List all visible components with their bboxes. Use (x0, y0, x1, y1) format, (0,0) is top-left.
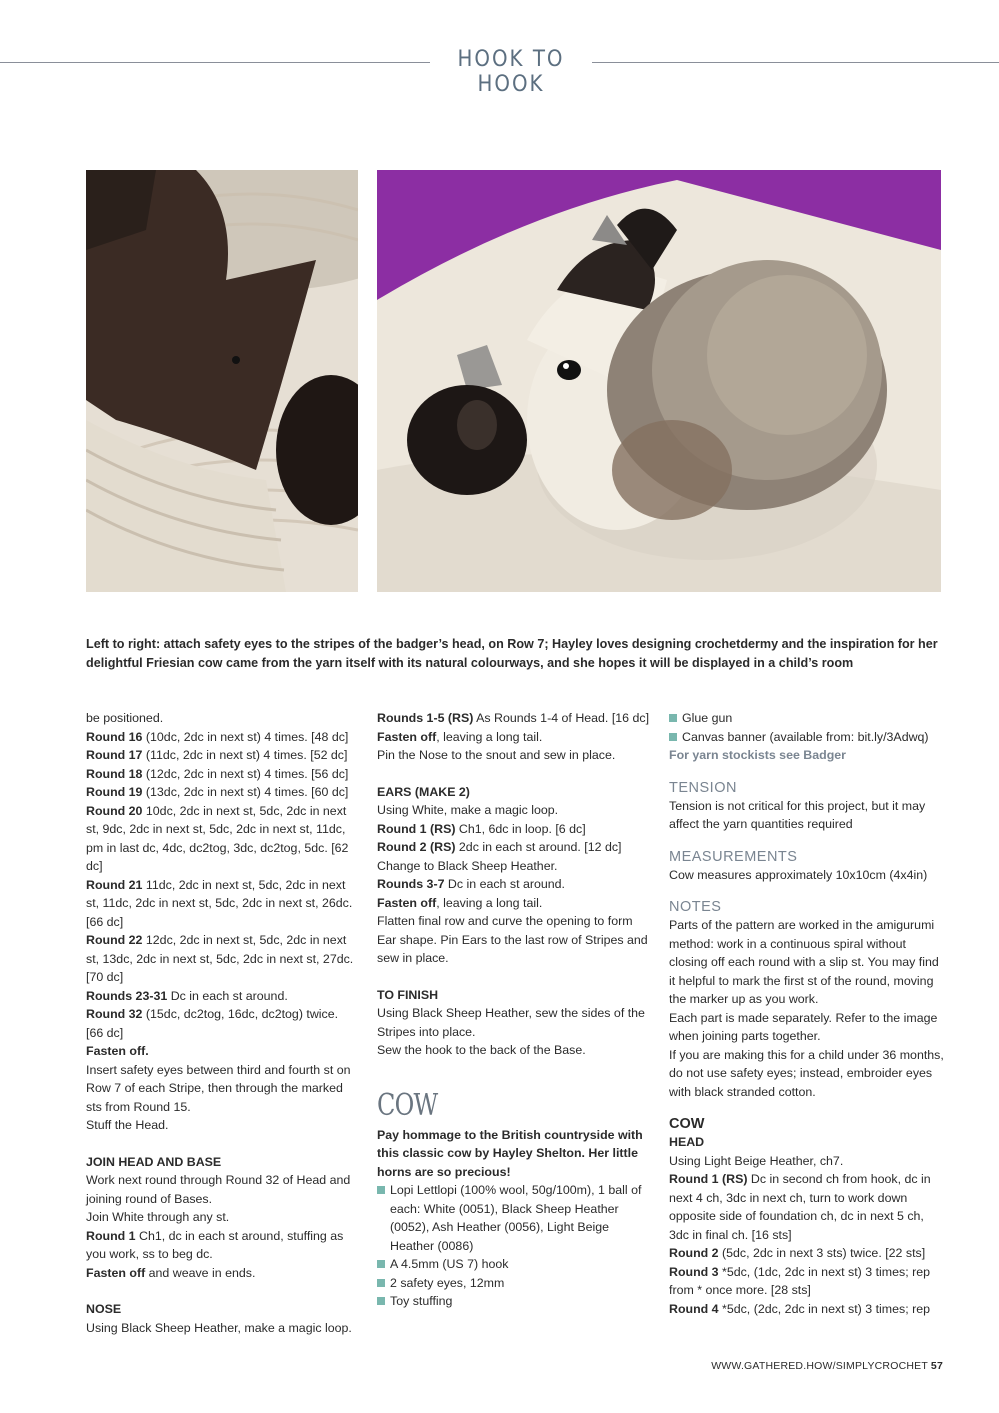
nose-fasten-off: Fasten off, leaving a long tail. (377, 729, 543, 744)
cow-heading: COW (669, 1116, 705, 1132)
nose-rounds-1-5: Rounds 1-5 (RS) As Rounds 1-4 of Head. [16 dc] (377, 711, 650, 725)
continued-text: be positioned. (86, 711, 164, 725)
head-round-1: Round 1 (RS) Dc in second ch from hook, dc in next 4 ch, 3dc in next ch, turn to work down opposite side of foundation ch, dc in next 5 ch, 3dc in final ch. [16 sts] (669, 1172, 931, 1242)
round-32: Round 32 (15dc, dc2tog, 16dc, dc2tog) twice. [66 dc] (86, 1007, 339, 1040)
photo-caption: Left to right: attach safety eyes to the stripes of the badger’s head, on Row 7; Hayley loves designing crochetdermy and the inspiration for her delightful Friesian cow came from the yarn itself with its natural colourways, and she hopes it will be displayed in a child’s room (86, 637, 938, 670)
to-finish-heading: TO FINISH (377, 987, 439, 1002)
tension-heading: TENSION (669, 779, 737, 796)
header-rule-right (592, 62, 999, 63)
material-item: A 4.5mm (US 7) hook (377, 1255, 651, 1274)
header-rule-left (0, 62, 430, 63)
round-17: Round 17 (11dc, 2dc in next st) 4 times. [52 dc] (86, 748, 348, 762)
stuff-head-text: Stuff the Head. (86, 1118, 169, 1132)
head-round-3: Round 3 *5dc, (1dc, 2dc in next st) 3 times; rep from * once more. [28 sts] (669, 1264, 930, 1297)
ears-fasten-off: Fasten off, leaving a long tail. (377, 895, 543, 910)
ears-heading: EARS (MAKE 2) (377, 784, 470, 799)
join-line-2: Join White through any st. (86, 1210, 230, 1224)
round-20: Round 20 10dc, 2dc in next st, 5dc, 2dc in next st, 9dc, 2dc in next st, 5dc, 2dc in next st, 11dc, pm in last dc, 4dc, dc2tog, 3dc, dc2tog, 5dc. [62 dc] (86, 803, 349, 873)
notes-paragraph-3: If you are making this for a child under 36 months, do not use safety eyes; instead, embroider eyes with black stranded cotton. (669, 1047, 944, 1099)
fasten-off: Fasten off. (86, 1044, 149, 1058)
round-19: Round 19 (13dc, 2dc in next st) 4 times. [60 dc] (86, 785, 349, 799)
page-number: 57 (930, 1360, 943, 1372)
round-16: Round 16 (10dc, 2dc in next st) 4 times. [48 dc] (86, 729, 349, 744)
bullet-square-icon (377, 1260, 385, 1268)
tension-text: Tension is not critical for this project, but it may affect the yarn quantities required (669, 798, 926, 831)
finish-line-1: Using Black Sheep Heather, sew the sides of the Stripes into place. (377, 1006, 645, 1039)
bullet-square-icon (377, 1186, 385, 1194)
round-22: Round 22 12dc, 2dc in next st, 5dc, 2dc in next st, 13dc, 2dc in next st, 5dc, 2dc in next st, 27dc. [70 dc] (86, 933, 354, 984)
notes-paragraph-2: Each part is made separately. Refer to the image when joining parts together. (669, 1010, 938, 1043)
finish-line-2: Sew the hook to the back of the Base. (377, 1043, 586, 1057)
material-item: Canvas banner (available from: bit.ly/3Adwq) (669, 728, 945, 747)
notes-paragraph-1: Parts of the pattern are worked in the amigurumi method: work in a continuous spiral without closing off each round with a slip st. You may find it helpful to mark the first st of the round, moving the marker up as you work. (669, 918, 939, 1006)
measurements-heading: MEASUREMENTS (669, 848, 798, 865)
join-line-1: Work next round through Round 32 of Head and joining round of Bases. (86, 1173, 351, 1206)
head-round-2: Round 2 (5dc, 2dc in next 3 sts) twice. [22 sts] (669, 1246, 926, 1260)
bullet-square-icon (669, 733, 677, 741)
column-3 (669, 709, 945, 1318)
head-round-4: Round 4 *5dc, (2dc, 2dc in next st) 3 times; rep (669, 1301, 930, 1316)
ears-line-1: Using White, make a magic loop. (377, 803, 559, 817)
rounds-23-31: Rounds 23-31 Dc in each st around. (86, 988, 288, 1003)
measurements-text: Cow measures approximately 10x10cm (4x4in) (669, 867, 928, 882)
footer-url[interactable]: WWW.GATHERED.HOW/SIMPLYCROCHET (711, 1360, 928, 1372)
ears-change-colour: Change to Black Sheep Heather. (377, 858, 558, 873)
round-18: Round 18 (12dc, 2dc in next st) 4 times. [56 dc] (86, 766, 349, 781)
material-item: Lopi Lettlopi (100% wool, 50g/100m), 1 ball of each: White (0051), Black Sheep Heather (0052), Ash Heather (0056), Light Beige Heather (0086) (377, 1181, 651, 1255)
round-21: Round 21 11dc, 2dc in next st, 5dc, 2dc in next st, 11dc, 2dc in next st, 5dc, 2dc in next st, 26dc. [66 dc] (86, 877, 353, 929)
pin-nose-text: Pin the Nose to the snout and sew in place. (377, 748, 616, 762)
head-line: Using Light Beige Heather, ch7. (669, 1153, 844, 1168)
notes-heading: NOTES (669, 899, 722, 915)
column-1 (86, 709, 358, 1337)
material-item: Glue gun (669, 709, 945, 728)
nose-heading: NOSE (86, 1302, 122, 1316)
cow-intro: Pay hommage to the British countryside with this classic cow by Hayley Shelton. Her little horns are so precious! (377, 1127, 643, 1179)
join-round-1: Round 1 Ch1, dc in each st around, stuffing as you work, ss to beg dc. (86, 1228, 344, 1261)
bullet-square-icon (377, 1297, 385, 1305)
page-footer (690, 1360, 943, 1372)
join-head-heading: JOIN HEAD AND BASE (86, 1154, 222, 1169)
ears-flatten-text: Flatten final row and curve the opening to form Ear shape. Pin Ears to the last row of Stripes and sew in place. (377, 914, 648, 965)
bullet-square-icon (377, 1279, 385, 1287)
cow-head-photo (377, 170, 941, 592)
badger-closeup-photo (86, 170, 358, 592)
stockists-note: For yarn stockists see Badger (669, 748, 846, 762)
ears-round-2: Round 2 (RS) 2dc in each st around. [12 dc] (377, 840, 622, 854)
material-item: Toy stuffing (377, 1292, 651, 1311)
material-item: 2 safety eyes, 12mm (377, 1274, 651, 1293)
cow-section-title: COW (377, 1087, 438, 1123)
nose-line: Using Black Sheep Heather, make a magic loop. (86, 1320, 352, 1335)
ears-round-1: Round 1 (RS) Ch1, 6dc in loop. [6 dc] (377, 821, 586, 836)
column-2 (377, 709, 651, 1311)
join-fasten-off: Fasten off and weave in ends. (86, 1265, 256, 1280)
insert-eyes-text: Insert safety eyes between third and fourth st on Row 7 of each Stripe, then through the marked sts from Round 15. (86, 1062, 351, 1114)
head-heading: HEAD (669, 1135, 705, 1149)
ears-rounds-3-7: Rounds 3-7 Dc in each st around. (377, 877, 565, 891)
bullet-square-icon (669, 714, 677, 722)
section-title: HOOK TO HOOK (457, 47, 565, 97)
